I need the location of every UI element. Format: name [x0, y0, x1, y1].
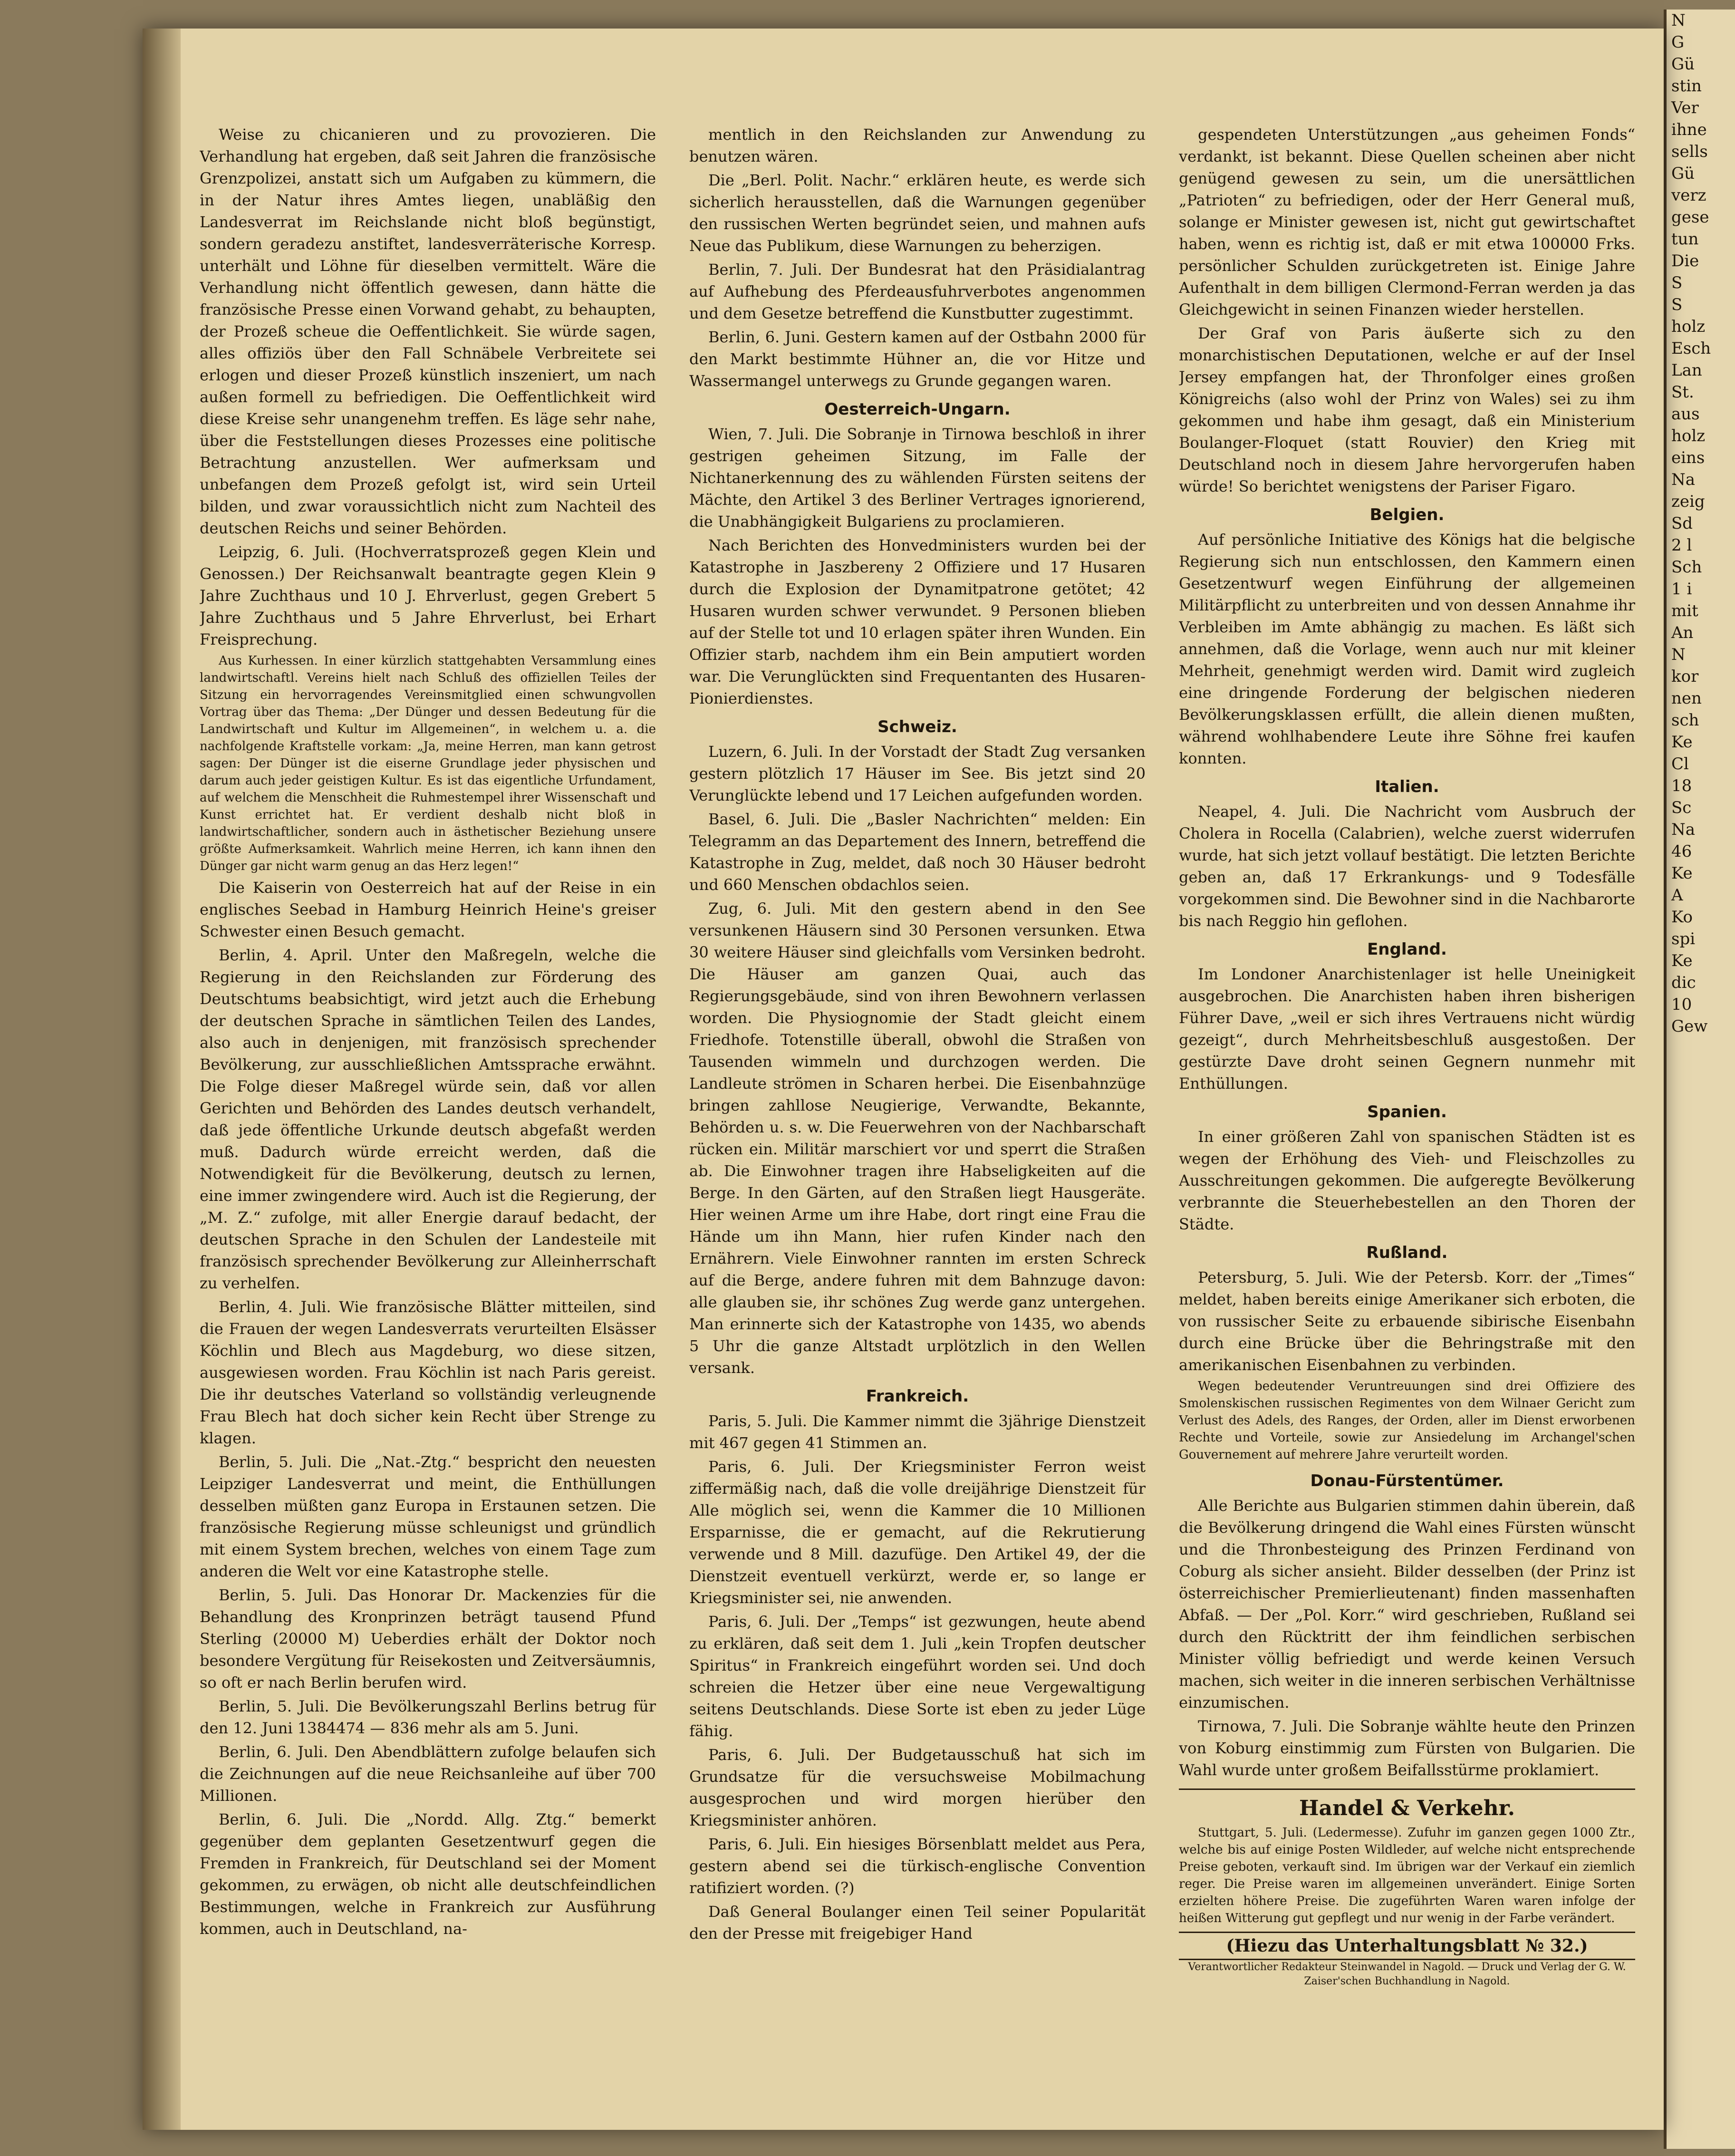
article-paragraph: Paris, 6. Juli. Der Kriegsminister Ferron weist ziffermäßig nach, daß die volle dreijährige Dienstzeit für Alle möglich sei, wenn die Kammer die 10 Millionen Ersparnisse, die er gemacht, auf die Rekrutierung verwende und 8 Mill. dazufüge. Den Artikel 49, der die Dienstzeit eventuell verkürzt, werde er, so lange er Kriegsminister sei, nie anwenden. — [689, 1458, 1146, 1607]
section-rule — [1179, 1789, 1635, 1790]
strip-fragment: Sch — [1671, 558, 1702, 577]
newspaper-page — [143, 29, 1664, 2130]
strip-fragment: Ke — [1671, 951, 1693, 970]
strip-fragment: kor — [1671, 667, 1699, 686]
article-paragraph: Luzern, 6. Juli. In der Vorstadt der Stadt Zug versanken gestern plötzlich 17 Häuser im See. Bis jetzt sind 20 Verunglückte lebend und 17 Leichen aufgefunden worden. — [689, 743, 1146, 804]
strip-fragment: 2 l — [1671, 536, 1692, 555]
strip-fragment: N — [1671, 645, 1686, 664]
strip-fragment: holz — [1671, 317, 1706, 336]
article-paragraph: Zug, 6. Juli. Mit den gestern abend in den See versunkenen Häusern sind 30 Personen versunken. Etwa 30 weitere Häuser sind gleichfalls vom Versinken bedroht. Die Häuser am ganzen Quai, auch das Regierungsgebäude, sind von ihren Bewohnern verlassen worden. Die Physiognomie der Stadt gleicht einem Friedhofe. Totenstille überall, obwohl die Straßen von Tausenden wimmeln und durchzogen werden. Die Landleute strömen in Scharen herbei. Die Eisenbahnzüge bringen zahllose Neugierige, Verwandte, Bekannte, Behörden u. s. w. Die Feuerwehren von der Nachbarschaft rücken ein. Militär marschiert vor und sperrt die Straßen ab. Die Einwohner tragen ihre Habseligkeiten auf die Berge. In den Gärten, auf den Straßen liegt Hausgeräte. Hier weinen Arme um ihre Habe, dort ringt eine Frau die Hände um ihn Mann, hier rufen Kinder nach den Ernährern. Viele Einwohner rannten im ersten Schreck auf die Berge, andere fuhren mit dem Bahnzuge davon: alle glauben sie, ihr schönes Zug werde ganz untergehen. Man erinnerte sich der Katastrophe von 1435, wo abends 5 Uhr die ganze Altstadt urplötzlich in den Wellen versank. — [689, 899, 1146, 1377]
strip-fragment: nen — [1671, 689, 1702, 708]
article-paragraph: Weise zu chicanieren und zu provozieren. Die Verhandlung hat ergeben, daß seit Jahren die französische Grenzpolizei, anstatt sich um Aufgaben zu kümmern, die in der Natur ihres Amtes liegen, unabläßig den Landesverrat im Reichslande nicht bloß begünstigt, sondern geradezu anstiftet, landesverräterische Korresp. unterhält und Löhne für dieselben vermittelt. Wäre die Verhandlung nicht öffentlich gewesen, dann hätte die französische Presse einen Vorwand gehabt, zu behaupten, der Prozeß scheue die Oeffentlichkeit. Sie würde sagen, alles offiziös über den Fall Schnäbele Verbreitete sei erlogen und dieser Prozeß künstlich inszeniert, um nach außen formell zu befriedigen. Die Oeffentlichkeit wird diese Kreise sehr unangenehm treffen. Es läge sehr nahe, über die Feststellungen dieses Prozesses eine politische Betrachtung anzustellen. Wer aufmerksam und unbefangen dem Prozeß gefolgt ist, wird sein Urteil bilden, und zwar voraussichtlich nicht zum Nachteil des deutschen Reichs und seiner Behörden. — [200, 126, 656, 537]
article-paragraph: Basel, 6. Juli. Die „Basler Nachrichten“ melden: Ein Telegramm an das Departement des Innern, betreffend die Katastrophe in Zug, meldet, daß noch 30 Häuser bedroht und 660 Menschen obdachlos seien. — [689, 810, 1146, 894]
article-paragraph: Berlin, 6. Juni. Gestern kamen auf der Ostbahn 2000 für den Markt bestimmte Hühner an, die vor Hitze und Wassermangel unterwegs zu Grunde gegangen waren. — [689, 328, 1146, 390]
strip-fragment: aus — [1671, 405, 1700, 424]
small-print-paragraph: Stuttgart, 5. Juli. (Ledermesse). Zufuhr im ganzen gegen 1000 Ztr., welche bis auf einige Posten Wildleder, auf welche nicht entsprechende Preise geboten, verkauft sind. Im übrigen war der Verkauf ein ziemlich reger. Die Preise waren im allgemeinen unverändert. Einige Sorten erzielten höhere Preise. Die zugeführten Waren waren infolge der heißen Witterung gut gepflegt und nur wenig in der Farbe verändert. — [1179, 1826, 1635, 1925]
article-paragraph: Berlin, 4. Juli. Wie französische Blätter mitteilen, sind die Frauen der wegen Landesverrats verurteilten Elsässer Köchlin und Blech aus Magdeburg, wo diese sitzen, ausgewiesen worden. Frau Köchlin ist nach Paris gereist. Die ihr deutsches Vaterland so vollständig verleugnende Frau Blech hat doch sicher kein Recht über Strenge zu klagen. — [200, 1298, 656, 1447]
strip-fragment: zeig — [1671, 492, 1705, 511]
article-paragraph: Daß General Boulanger einen Teil seiner Popularität den der Presse mit freigebiger Hand — [689, 1903, 1146, 1943]
article-paragraph: Paris, 6. Juli. Der „Temps“ ist gezwungen, heute abend zu erklären, daß seit dem 1. Juli „kein Tropfen deutscher Spiritus“ in Frankreich eingeführt worden sei. Und doch schreien die Hetzer über eine neue Vergewaltigung seitens Deutschlands. Diese Sorte ist eben zu jeder Lüge fähig. — [689, 1613, 1146, 1740]
strip-fragment: Ko — [1671, 908, 1693, 927]
strip-fragment: eins — [1671, 448, 1705, 467]
strip-fragment: stin — [1671, 77, 1702, 96]
section-heading-russland: Rußland. — [1366, 1243, 1448, 1262]
article-paragraph: Die „Berl. Polit. Nachr.“ erklären heute, es werde sich sicherlich herausstellen, daß die Warnungen gegenüber den russischen Werten begründet seien, und mahnen aufs Neue das Publikum, diese Warnungen zu beherzigen. — [689, 171, 1146, 255]
strip-fragment: An — [1671, 623, 1694, 642]
article-paragraph: Paris, 6. Juli. Ein hiesiges Börsenblatt meldet aus Pera, gestern abend sei die türkisch-englische Convention ratifiziert worden. (?) — [689, 1835, 1146, 1897]
strip-fragment: S — [1671, 273, 1683, 292]
strip-fragment: holz — [1671, 426, 1706, 445]
strip-fragment: sells — [1671, 142, 1708, 161]
article-paragraph: Der Graf von Paris äußerte sich zu den monarchistischen Deputationen, welche er auf der Insel Jersey empfangen hat, der Thronfolger eines großen Königreichs (also wohl der Prinz von Wales) sei zu ihm gekommen und habe ihm gesagt, daß ein Ministerium Boulanger-Floquet (statt Rouvier) den Krieg mit Deutschland noch in diesem Jahre hervorgerufen haben würde! So berichtet wenigstens der Pariser Figaro. — [1179, 324, 1635, 495]
strip-fragment: 46 — [1671, 842, 1692, 861]
strip-fragment: spi — [1671, 929, 1696, 948]
article-paragraph: Berlin, 4. April. Unter den Maßregeln, welche die Regierung in den Reichslanden zur Förderung des Deutschtums beabsichtigt, wird jetzt auch die Erhebung der deutschen Sprache in sämtlichen Teilen des Landes, also auch in denjenigen, mit französisch sprechender Bevölkerung, zur ausschließlichen Amtssprache erwähnt. Die Folge dieser Maßregel würde sein, daß vor allen Gerichten und Behörden des Landes deutsch verhandelt, daß jede öffentliche Urkunde deutsch abgefaßt werden muß. Dadurch würde erreicht werden, daß die Notwendigkeit für die Bevölkerung, deutsch zu lernen, eine immer zwingendere wird. Auch ist die Regierung, der „M. Z.“ zufolge, mit aller Energie darauf bedacht, der deutschen Sprache in den Schulen der Landesteile mit französisch sprechender Bevölkerung zur Alleinherrschaft zu verhelfen. — [200, 946, 656, 1292]
next-page-fragments — [1667, 10, 1735, 1037]
strip-fragment: Ke — [1671, 864, 1693, 883]
article-paragraph: Paris, 6. Juli. Der Budgetausschuß hat sich im Grundsatze für die versuchsweise Mobilmachung ausgesprochen und wird morgen hierüber den Kriegsminister anhören. — [689, 1746, 1146, 1829]
strip-fragment: N — [1671, 11, 1686, 30]
article-paragraph: Berlin, 6. Juli. Den Abendblättern zufolge belaufen sich die Zeichnungen auf die neue Reichsanleihe auf über 700 Millionen. — [200, 1743, 656, 1805]
small-print-paragraph: Aus Kurhessen. In einer kürzlich stattgehabten Versammlung eines landwirtschaftl. Vereins hielt nach Schluß des offiziellen Teiles der Sitzung ein hervorragendes Vereinsmitglied einen schwungvollen Vortrag über das Thema: „Der Dünger und dessen Bedeutung für die Landwirtschaft und Kultur im Allgemeinen“, in welchem u. a. die nachfolgende Kraftstelle vorkam: „Ja, meine Herren, man kann getrost sagen: Der Dünger ist die eiserne Grundlage jeder physischen und darum auch jeder geistigen Kultur. Es ist das eigentliche Urfundament, auf welchem die Menschheit die Ruhmestempel ihrer Wissenschaft und Kunst errichtet hat. Er verdient deshalb nicht bloß in landwirtschaftlicher, sondern auch in ästhetischer Beziehung unsere größte Aufmerksamkeit. Wahrlich meine Herren, ich kann ihnen den Dünger gar nicht warm genug an das Herz legen!“ — [200, 654, 656, 873]
article-paragraph: Auf persönliche Initiative des Königs hat die belgische Regierung sich nun entschlossen, den Kammern einen Gesetzentwurf wegen Einführung der allgemeinen Militärpflicht zu unterbreiten und von dessen Annahme ihr Verbleiben im Amte abhängig zu machen. Es läßt sich annehmen, daß die Vorlage, wenn auch nur mit kleiner Mehrheit, genehmigt werden wird. Damit wird zugleich eine dringende Forderung der belgischen niederen Bevölkerungsklassen erfüllt, die allein dienen mußten, während wohlhabendere Leute ihre Söhne frei kaufen konnten. — [1179, 531, 1635, 767]
article-paragraph: Berlin, 5. Juli. Das Honorar Dr. Mackenzies für die Behandlung des Kronprinzen beträgt tausend Pfund Sterling (20000 M) Ueberdies erhält der Doktor noch besondere Vergütung für Reisekosten und Zeitversäumnis, so oft er nach Berlin berufen wird. — [200, 1586, 656, 1692]
article-paragraph: Wien, 7. Juli. Die Sobranje in Tirnowa beschloß in ihrer gestrigen geheimen Sitzung, im Falle der Nichtanerkennung des zu wählenden Fürsten seitens der Mächte, den Artikel 3 des Berliner Vertrages ignorierend, die Unabhängigkeit Bulgariens zu proclamieren. — [689, 425, 1146, 531]
article-paragraph: Berlin, 5. Juli. Die Bevölkerungszahl Berlins betrug für den 12. Juni 1384474 — 836 mehr als am 5. Juni. — [200, 1697, 656, 1737]
section-heading-frankreich: Frankreich. — [866, 1387, 969, 1406]
section-heading-england: England. — [1367, 940, 1447, 959]
strip-fragment: Sc — [1671, 798, 1692, 817]
strip-fragment: gese — [1671, 208, 1709, 227]
article-paragraph: Alle Berichte aus Bulgarien stimmen dahin überein, daß die Bevölkerung dringend die Wahl eines Fürsten wünscht und die Thronbesteigung des Prinzen Ferdinand von Coburg als sicher ansieht. Bilder desselben (der Prinz ist österreichischer Premierlieutenant) finden massenhaften Abfaß. — Der „Pol. Korr.“ wird geschrieben, Rußland sei durch den Rücktritt der ihm feindlichen serbischen Minister völlig befriedigt und werde keinen Versuch machen, sich weiter in die inneren serbischen Verhältnisse einzumischen. — [1179, 1497, 1635, 1711]
strip-fragment: S — [1671, 295, 1683, 314]
article-paragraph: Petersburg, 5. Juli. Wie der Petersb. Korr. der „Times“ meldet, haben bereits einige Amerikaner sich erboten, die von russischer Seite zu erbauende sibirische Eisenbahn durch eine Brücke über die Behringstraße mit den amerikanischen Eisenbahnen zu verbinden. — [1179, 1268, 1635, 1374]
article-paragraph: gespendeten Unterstützungen „aus geheimen Fonds“ verdankt, ist bekannt. Diese Quellen scheinen aber nicht genügend gewesen zu sein, um die unersättlichen „Patrioten“ zu befriedigen, oder der Herr General muß, solange er Minister gewesen ist, nicht gut gewirtschaftet haben, wenn es richtig ist, daß er mit etwa 100000 Frks. persönlicher Schulden zurückgetreten ist. Einige Jahre Aufenthalt in dem billigen Clermond-Ferran werden ja das Gleichgewicht in seinen Finanzen wieder herstellen. — [1179, 126, 1635, 319]
section-heading-belgien: Belgien. — [1369, 505, 1445, 524]
strip-fragment: Cl — [1671, 754, 1689, 773]
strip-fragment: Ke — [1671, 733, 1693, 752]
section-heading-schweiz: Schweiz. — [877, 717, 957, 736]
strip-fragment: mit — [1671, 601, 1698, 620]
column-2 — [689, 124, 1146, 2111]
article-paragraph: Die Kaiserin von Oesterreich hat auf der Reise in ein englisches Seebad in Hamburg Heinrich Heine's greiser Schwester einen Besuch gemacht. — [200, 879, 656, 940]
strip-fragment: sch — [1671, 711, 1699, 730]
strip-fragment: 18 — [1671, 776, 1692, 795]
strip-fragment: 1 i — [1671, 580, 1692, 599]
strip-fragment: Sd — [1671, 514, 1693, 533]
strip-fragment: G — [1671, 33, 1685, 52]
article-paragraph: Neapel, 4. Juli. Die Nachricht vom Ausbruch der Cholera in Rocella (Calabrien), welche zuerst widerrufen wurde, hat sich jetzt vollauf bestätigt. Die letzten Berichte geben an, daß 17 Erkrankungs- und 9 Todesfälle vorgekommen sind. Die Bewohner sind in die Nachbarorte bis nach Reggio hin geflohen. — [1179, 802, 1635, 930]
article-paragraph: In einer größeren Zahl von spanischen Städten ist es wegen der Erhöhung des Vieh- und Fleischzolles zu Ausschreitungen gekommen. Die aufgeregte Bevölkerung verbrannte die Steuerhebestellen an den Thoren der Städte. — [1179, 1128, 1635, 1233]
strip-fragment: 10 — [1671, 995, 1692, 1014]
strip-fragment: Ver — [1671, 98, 1699, 117]
article-paragraph: Nach Berichten des Honvedministers wurden bei der Katastrophe in Jaszbereny 2 Offiziere und 17 Husaren durch die Explosion der Dynamitpatrone getötet; 42 Husaren wurden schwer verwundet. 9 Personen blieben auf der Stelle tot und 10 erlagen später ihren Wunden. Ein Offizier starb, nachdem ihm ein Bein amputiert worden war. Die Verunglückten sind Frequentanten des Husaren-Pionierdienstes. — [689, 536, 1146, 707]
section-heading-italien: Italien. — [1375, 777, 1439, 796]
strip-fragment: dic — [1671, 973, 1696, 992]
small-print-paragraph: Wegen bedeutender Veruntreuungen sind drei Offiziere des Smolenskischen russischen Regimentes von dem Wilnaer Gericht zum Verlust des Adels, des Ranges, der Orden, aller im Dienst erworbenen Rechte und Vorteile, sowie zur Ansiedelung im Archangel'schen Gouvernement auf mehrere Jahre verurteilt worden. — [1179, 1379, 1635, 1462]
article-paragraph: Berlin, 5. Juli. Die „Nat.-Ztg.“ bespricht den neuesten Leipziger Landesverrat und meint, die Enthüllungen desselben müßten ganz Europa in Erstaunen setzen. Die französische Regierung müsse schleunigst und gründlich mit einem System brechen, welches von einem Tage zum anderen die Welt vor eine Katastrophe stelle. — [200, 1453, 656, 1580]
section-heading-spanien: Spanien. — [1367, 1102, 1447, 1122]
article-paragraph: Im Londoner Anarchistenlager ist helle Uneinigkeit ausgebrochen. Die Anarchisten haben ihren bisherigen Führer Dave, „weil er sich ihres Vertrauens nicht würdig gezeigt“, durch Mehrheitsbeschluß ausgestoßen. Der gestürzte Dave droht seinen Gegnern nunmehr mit Enthüllungen. — [1179, 965, 1635, 1093]
supplement-notice: (Hiezu das Unterhaltungsblatt № 32.) — [1179, 1932, 1635, 1960]
section-heading-donau: Donau-Fürstentümer. — [1310, 1471, 1504, 1490]
article-paragraph: Tirnowa, 7. Juli. Die Sobranje wählte heute den Prinzen von Koburg einstimmig zum Fürsten von Bulgarien. Die Wahl wurde unter großem Beifallsstürme proklamiert. — [1179, 1717, 1635, 1779]
section-heading-oesterreich: Oesterreich-Ungarn. — [824, 400, 1011, 419]
article-paragraph: Berlin, 7. Juli. Der Bundesrat hat den Präsidialantrag auf Aufhebung des Pferdeausfuhrverbotes angenommen und dem Gesetze betreffend die Kunstbutter zugestimmt. — [689, 261, 1146, 322]
column-3 — [1179, 124, 1635, 2111]
article-paragraph: Berlin, 6. Juli. Die „Nordd. Allg. Ztg.“ bemerkt gegenüber dem geplanten Gesetzentwurf gegen die Fremden in Frankreich, für Deutschland sei der Moment gekommen, zu erwägen, ob nicht alle deutschfeindlichen Bestimmungen, welche in Frankreich zur Ausführung kommen, auch in Deutschland, na- — [200, 1810, 656, 1938]
next-page-strip — [1664, 10, 1735, 2149]
strip-fragment: Die — [1671, 251, 1699, 271]
section-heading-handel: Handel & Verkehr. — [1299, 1796, 1515, 1820]
imprint-footer: Verantwortlicher Redakteur Steinwandel in Nagold. — Druck und Verlag der G. W. Zaiser'schen Buchhandlung in Nagold. — [1188, 1961, 1626, 1987]
strip-fragment: Esch — [1671, 339, 1711, 358]
strip-fragment: Na — [1671, 820, 1696, 839]
strip-fragment: Gew — [1671, 1017, 1708, 1036]
column-1 — [200, 124, 656, 2111]
strip-fragment: A — [1671, 886, 1683, 905]
article-paragraph: Paris, 5. Juli. Die Kammer nimmt die 3jährige Dienstzeit mit 467 gegen 41 Stimmen an. — [689, 1412, 1146, 1452]
strip-fragment: tun — [1671, 230, 1699, 249]
strip-fragment: Gü — [1671, 55, 1695, 74]
strip-fragment: Gü — [1671, 164, 1695, 183]
strip-fragment: ihne — [1671, 120, 1707, 139]
strip-fragment: verz — [1671, 186, 1706, 205]
article-paragraph: mentlich in den Reichslanden zur Anwendung zu benutzen wären. — [689, 126, 1146, 165]
strip-fragment: Lan — [1671, 361, 1702, 380]
strip-fragment: St. — [1671, 383, 1694, 402]
binding-gutter — [143, 29, 181, 2130]
strip-fragment: Na — [1671, 470, 1696, 489]
article-paragraph: Leipzig, 6. Juli. (Hochverratsprozeß gegen Klein und Genossen.) Der Reichsanwalt beantragte gegen Klein 9 Jahre Zuchthaus und 10 J. Ehrverlust, gegen Grebert 5 Jahre Zuchthaus und 5 Jahre Ehrverlust, bei Erhart Freisprechung. — [200, 543, 656, 648]
